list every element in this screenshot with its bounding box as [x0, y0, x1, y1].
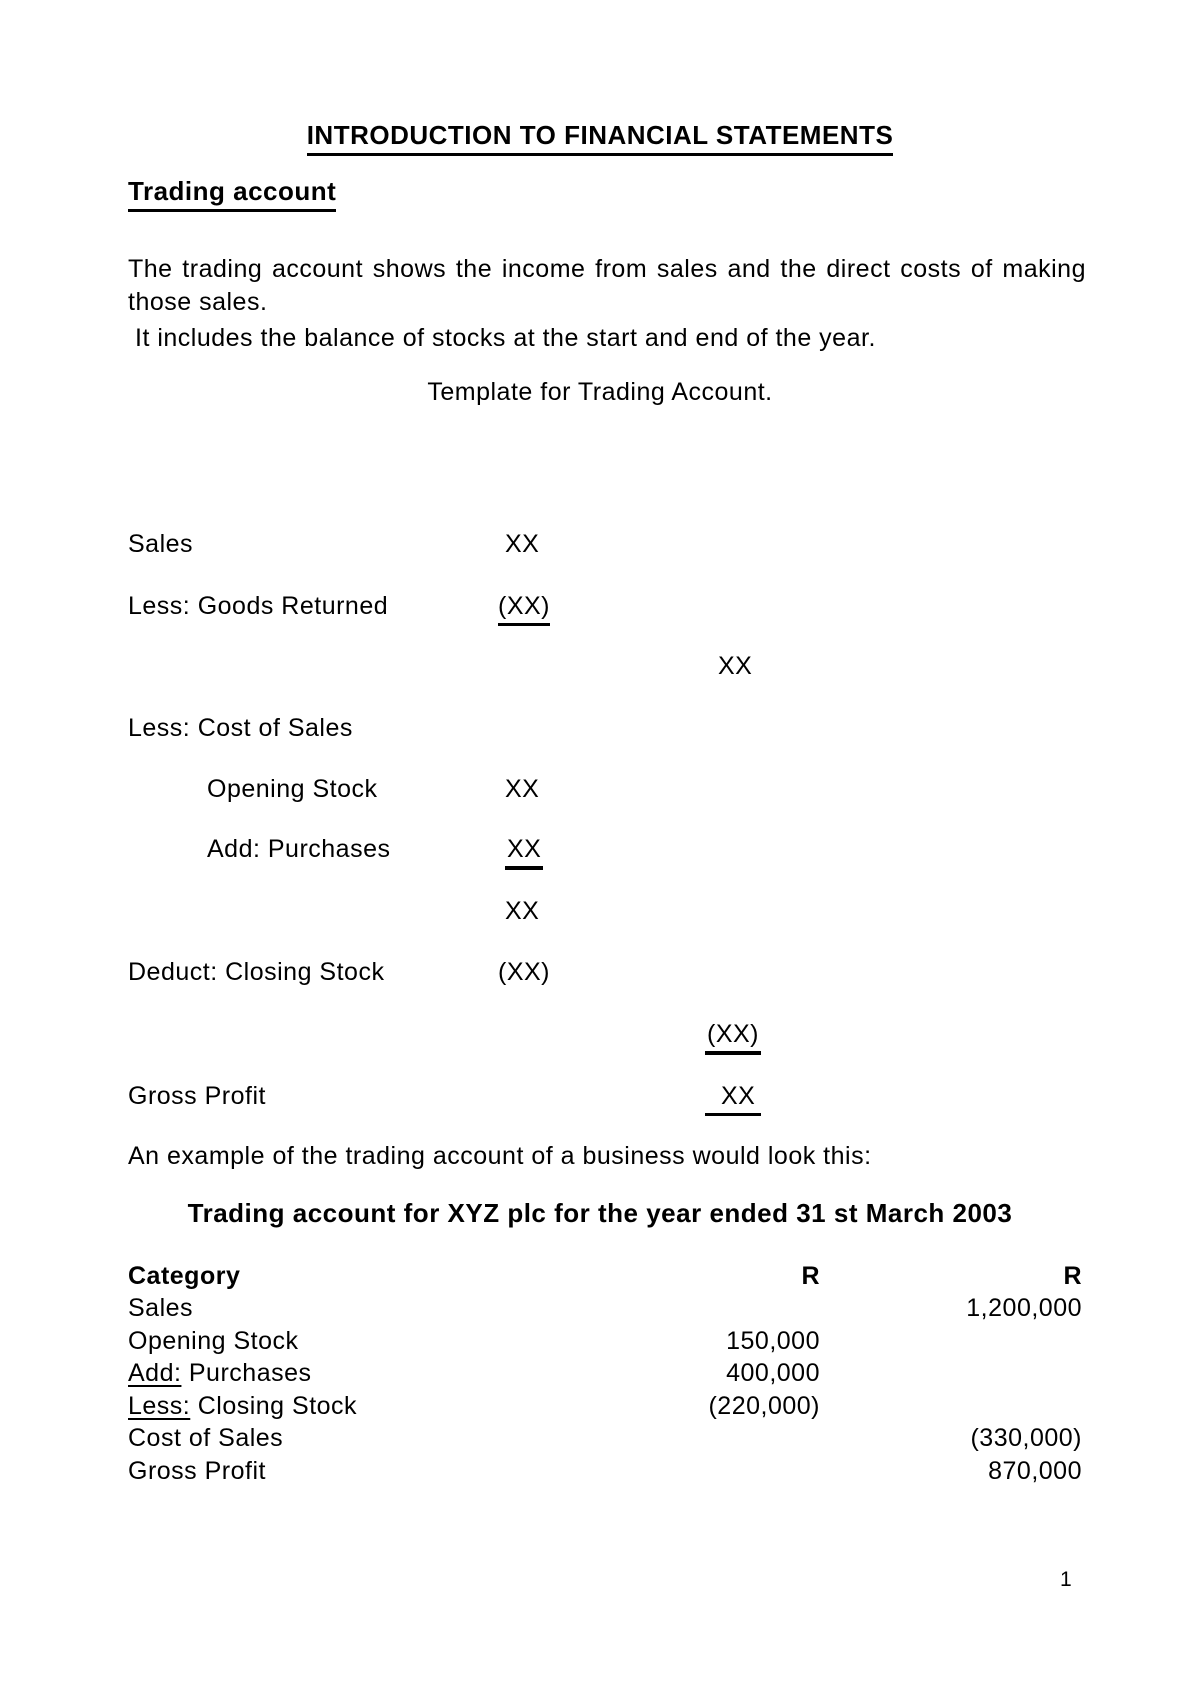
row-value-col3: XX	[705, 1082, 761, 1116]
row-label: Sales	[128, 1294, 194, 1322]
page-title-wrap	[0, 120, 1200, 156]
row-label: Sales	[128, 530, 194, 558]
template-row-purchases	[0, 835, 1200, 867]
template-row-net-sales	[0, 652, 1200, 684]
row-label: Opening Stock	[128, 1327, 299, 1355]
row-value-col3: 870,000	[988, 1457, 1082, 1485]
table-header-category: Category	[128, 1262, 241, 1290]
row-label: Gross Profit	[128, 1457, 266, 1485]
table-row-cost-of-sales	[0, 1424, 1200, 1456]
template-row-goods-returned	[0, 592, 1200, 624]
row-value-col2: XX	[505, 835, 543, 870]
row-value-col3: 1,200,000	[966, 1294, 1082, 1322]
template-row-gross-profit	[0, 1082, 1200, 1114]
table-row-purchases	[0, 1359, 1200, 1391]
row-label: Opening Stock	[207, 775, 378, 803]
template-row-cost-of-sales	[0, 714, 1200, 746]
row-label-rest: Closing Stock	[190, 1392, 358, 1420]
row-label	[128, 1392, 357, 1421]
row-value-col2: (220,000)	[708, 1392, 820, 1420]
row-value-col3: XX	[718, 652, 753, 680]
table-row-gross-profit	[0, 1457, 1200, 1489]
paragraph-stocks: It includes the balance of stocks at the start and end of the year.	[135, 324, 876, 352]
row-label: Less: Cost of Sales	[128, 714, 353, 742]
row-label: Add: Purchases	[207, 835, 391, 863]
example-heading: Trading account for XYZ plc for the year ended 31 st March 2003	[187, 1198, 1013, 1228]
page-title: INTRODUCTION TO FINANCIAL STATEMENTS	[307, 120, 894, 156]
row-value-col2: 400,000	[726, 1359, 820, 1387]
row-label: Deduct: Closing Stock	[128, 958, 385, 986]
template-row-opening-stock	[0, 775, 1200, 807]
table-header-r2: R	[1063, 1262, 1082, 1290]
row-value-col2: 150,000	[726, 1327, 820, 1355]
row-label: Less: Goods Returned	[128, 592, 389, 620]
row-value-col2: (XX)	[498, 958, 550, 986]
table-row-sales	[0, 1294, 1200, 1326]
template-row-sales	[0, 530, 1200, 562]
row-value-col2: XX	[505, 897, 540, 925]
row-label-prefix: Add:	[128, 1359, 182, 1387]
row-label	[128, 1359, 312, 1388]
section-heading-wrap	[128, 176, 336, 212]
table-row-closing-stock	[0, 1392, 1200, 1424]
template-row-subtotal	[0, 897, 1200, 929]
row-label: Gross Profit	[128, 1082, 266, 1110]
row-value-col3: (XX)	[705, 1020, 761, 1055]
page-number: 1	[1060, 1568, 1073, 1591]
row-value-col2: XX	[505, 775, 540, 803]
table-row-opening-stock	[0, 1327, 1200, 1359]
row-value-col2: XX	[505, 530, 540, 558]
row-value-col2: (XX)	[498, 592, 550, 626]
table-header-r1: R	[801, 1262, 820, 1290]
example-intro: An example of the trading account of a business would look this:	[128, 1142, 872, 1170]
section-heading: Trading account	[128, 176, 336, 212]
row-label: Cost of Sales	[128, 1424, 284, 1452]
table-header-row	[0, 1262, 1200, 1294]
template-row-total-cos	[0, 1020, 1200, 1052]
template-title: Template for Trading Account.	[427, 378, 773, 406]
paragraph-intro: The trading account shows the income from sales and the direct costs of making those sales.	[128, 255, 1086, 316]
row-label-prefix: Less:	[128, 1392, 191, 1420]
row-value-col3: (330,000)	[970, 1424, 1082, 1452]
template-row-closing-stock	[0, 958, 1200, 990]
row-label-rest: Purchases	[181, 1359, 312, 1387]
